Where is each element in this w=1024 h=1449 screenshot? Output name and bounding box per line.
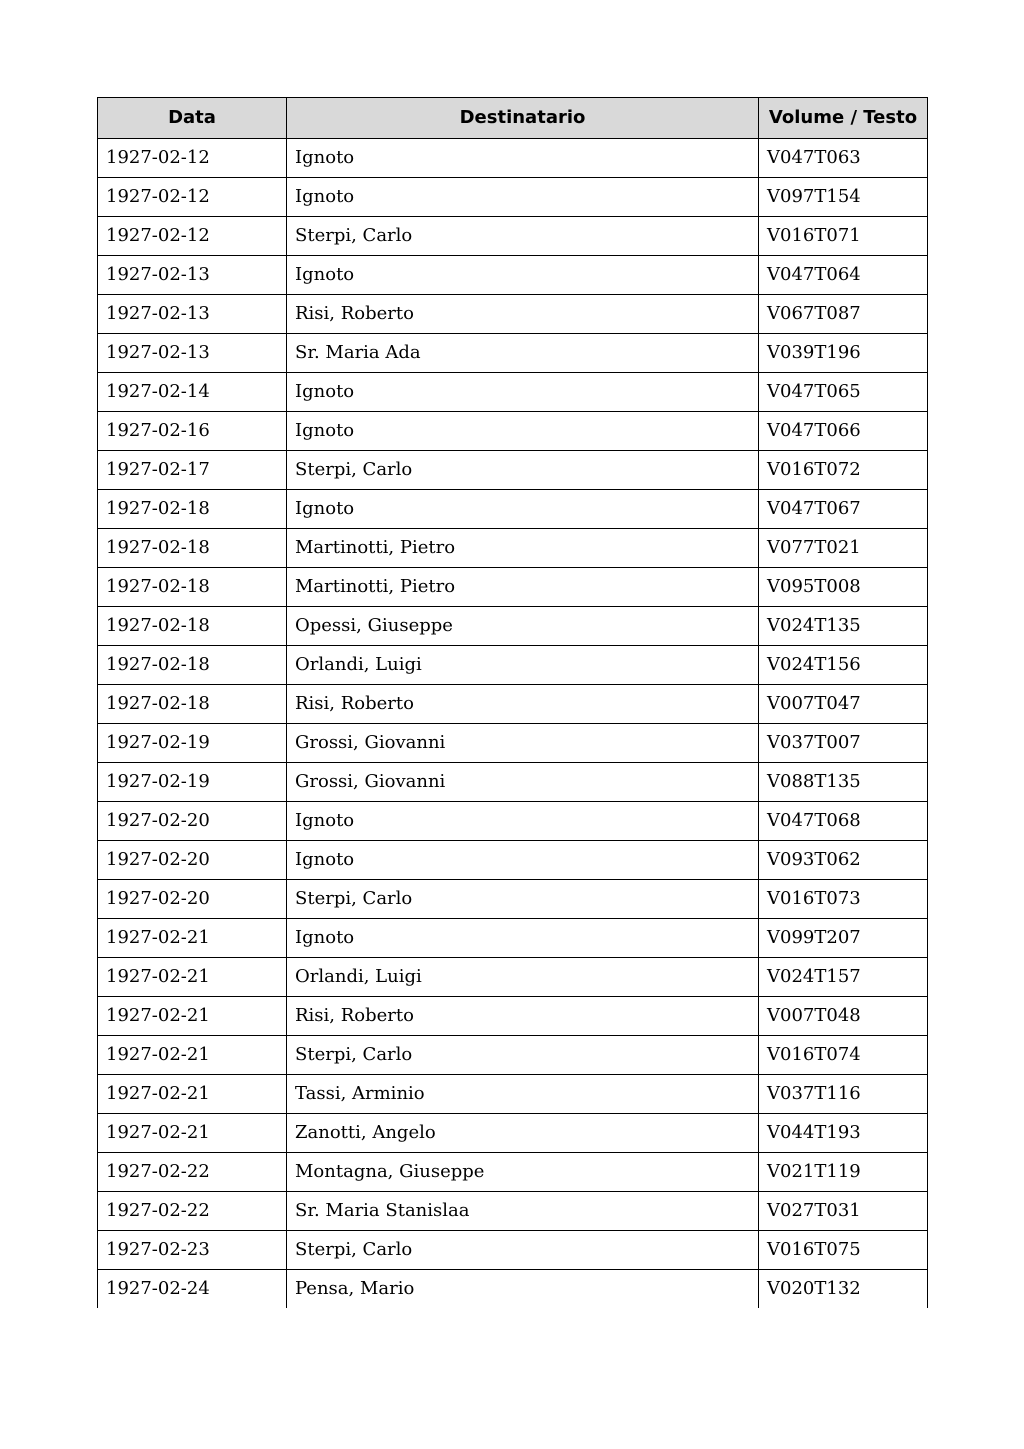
cell-volume: V044T193	[759, 1114, 928, 1153]
table-row	[98, 529, 928, 568]
table-row	[98, 1192, 928, 1231]
table-row	[98, 802, 928, 841]
table-row	[98, 958, 928, 997]
cell-recipient: Orlandi, Luigi	[287, 646, 759, 685]
table-row	[98, 334, 928, 373]
cell-date: 1927-02-17	[98, 451, 287, 490]
cell-volume: V020T132	[759, 1270, 928, 1309]
table-row	[98, 841, 928, 880]
cell-volume: V021T119	[759, 1153, 928, 1192]
cell-recipient: Sr. Maria Ada	[287, 334, 759, 373]
table-row	[98, 763, 928, 802]
cell-volume: V095T008	[759, 568, 928, 607]
cell-volume: V016T075	[759, 1231, 928, 1270]
cell-recipient: Ignoto	[287, 841, 759, 880]
cell-recipient: Sterpi, Carlo	[287, 880, 759, 919]
cell-volume: V007T048	[759, 997, 928, 1036]
cell-volume: V088T135	[759, 763, 928, 802]
cell-recipient: Ignoto	[287, 919, 759, 958]
cell-date: 1927-02-12	[98, 217, 287, 256]
cell-date: 1927-02-18	[98, 568, 287, 607]
cell-date: 1927-02-13	[98, 334, 287, 373]
cell-volume: V093T062	[759, 841, 928, 880]
cell-date: 1927-02-18	[98, 646, 287, 685]
cell-recipient: Orlandi, Luigi	[287, 958, 759, 997]
cell-recipient: Montagna, Giuseppe	[287, 1153, 759, 1192]
cell-recipient: Sterpi, Carlo	[287, 217, 759, 256]
cell-recipient: Sterpi, Carlo	[287, 451, 759, 490]
table-row	[98, 880, 928, 919]
table-row	[98, 607, 928, 646]
table-row	[98, 412, 928, 451]
cell-date: 1927-02-21	[98, 1114, 287, 1153]
cell-volume: V099T207	[759, 919, 928, 958]
cell-date: 1927-02-20	[98, 802, 287, 841]
table-row	[98, 256, 928, 295]
table-row	[98, 295, 928, 334]
cell-date: 1927-02-18	[98, 685, 287, 724]
cell-date: 1927-02-18	[98, 607, 287, 646]
table-row	[98, 178, 928, 217]
cell-recipient: Pensa, Mario	[287, 1270, 759, 1309]
cell-recipient: Martinotti, Pietro	[287, 568, 759, 607]
cell-date: 1927-02-18	[98, 529, 287, 568]
table-row	[98, 490, 928, 529]
column-header-recipient: Destinatario	[287, 98, 759, 139]
cell-date: 1927-02-24	[98, 1270, 287, 1309]
cell-date: 1927-02-21	[98, 997, 287, 1036]
cell-date: 1927-02-13	[98, 295, 287, 334]
table-row	[98, 1114, 928, 1153]
cell-date: 1927-02-18	[98, 490, 287, 529]
cell-recipient: Grossi, Giovanni	[287, 724, 759, 763]
cell-volume: V047T064	[759, 256, 928, 295]
cell-date: 1927-02-21	[98, 919, 287, 958]
cell-date: 1927-02-14	[98, 373, 287, 412]
table-row	[98, 685, 928, 724]
cell-recipient: Ignoto	[287, 490, 759, 529]
cell-recipient: Sr. Maria Stanislaa	[287, 1192, 759, 1231]
table-row	[98, 373, 928, 412]
cell-recipient: Risi, Roberto	[287, 295, 759, 334]
cell-recipient: Risi, Roberto	[287, 997, 759, 1036]
table-row	[98, 568, 928, 607]
cell-date: 1927-02-12	[98, 139, 287, 178]
cell-recipient: Martinotti, Pietro	[287, 529, 759, 568]
column-header-date: Data	[98, 98, 287, 139]
cell-recipient: Ignoto	[287, 139, 759, 178]
cell-date: 1927-02-13	[98, 256, 287, 295]
cell-volume: V016T071	[759, 217, 928, 256]
cell-volume: V047T063	[759, 139, 928, 178]
cell-recipient: Ignoto	[287, 373, 759, 412]
table-row	[98, 1270, 928, 1309]
cell-date: 1927-02-21	[98, 958, 287, 997]
table-row	[98, 1153, 928, 1192]
table-header-row	[98, 98, 928, 139]
cell-recipient: Risi, Roberto	[287, 685, 759, 724]
cell-volume: V047T068	[759, 802, 928, 841]
cell-date: 1927-02-23	[98, 1231, 287, 1270]
cell-date: 1927-02-19	[98, 763, 287, 802]
cell-date: 1927-02-22	[98, 1153, 287, 1192]
cell-date: 1927-02-22	[98, 1192, 287, 1231]
cell-volume: V024T135	[759, 607, 928, 646]
table-row	[98, 451, 928, 490]
table-row	[98, 919, 928, 958]
table-row	[98, 1075, 928, 1114]
cell-volume: V016T073	[759, 880, 928, 919]
cell-recipient: Ignoto	[287, 802, 759, 841]
cell-volume: V067T087	[759, 295, 928, 334]
letters-table	[97, 97, 928, 1308]
cell-recipient: Ignoto	[287, 412, 759, 451]
cell-recipient: Grossi, Giovanni	[287, 763, 759, 802]
cell-volume: V016T072	[759, 451, 928, 490]
cell-recipient: Ignoto	[287, 256, 759, 295]
table-row	[98, 646, 928, 685]
cell-date: 1927-02-20	[98, 880, 287, 919]
cell-recipient: Sterpi, Carlo	[287, 1231, 759, 1270]
cell-volume: V037T007	[759, 724, 928, 763]
cell-volume: V047T067	[759, 490, 928, 529]
cell-date: 1927-02-16	[98, 412, 287, 451]
cell-volume: V027T031	[759, 1192, 928, 1231]
cell-recipient: Zanotti, Angelo	[287, 1114, 759, 1153]
cell-date: 1927-02-12	[98, 178, 287, 217]
cell-recipient: Opessi, Giuseppe	[287, 607, 759, 646]
cell-volume: V097T154	[759, 178, 928, 217]
table-header	[98, 98, 928, 139]
cell-volume: V024T157	[759, 958, 928, 997]
cell-volume: V024T156	[759, 646, 928, 685]
table-row	[98, 724, 928, 763]
table-row	[98, 1231, 928, 1270]
cell-date: 1927-02-21	[98, 1075, 287, 1114]
table-row	[98, 217, 928, 256]
cell-volume: V039T196	[759, 334, 928, 373]
table-row	[98, 1036, 928, 1075]
cell-date: 1927-02-21	[98, 1036, 287, 1075]
cell-recipient: Sterpi, Carlo	[287, 1036, 759, 1075]
cell-volume: V047T065	[759, 373, 928, 412]
cell-volume: V007T047	[759, 685, 928, 724]
cell-recipient: Ignoto	[287, 178, 759, 217]
table-body	[98, 139, 928, 1309]
column-header-volume: Volume / Testo	[759, 98, 928, 139]
cell-recipient: Tassi, Arminio	[287, 1075, 759, 1114]
table-row	[98, 997, 928, 1036]
cell-volume: V047T066	[759, 412, 928, 451]
table-row	[98, 139, 928, 178]
cell-volume: V077T021	[759, 529, 928, 568]
cell-date: 1927-02-19	[98, 724, 287, 763]
cell-volume: V037T116	[759, 1075, 928, 1114]
cell-volume: V016T074	[759, 1036, 928, 1075]
cell-date: 1927-02-20	[98, 841, 287, 880]
